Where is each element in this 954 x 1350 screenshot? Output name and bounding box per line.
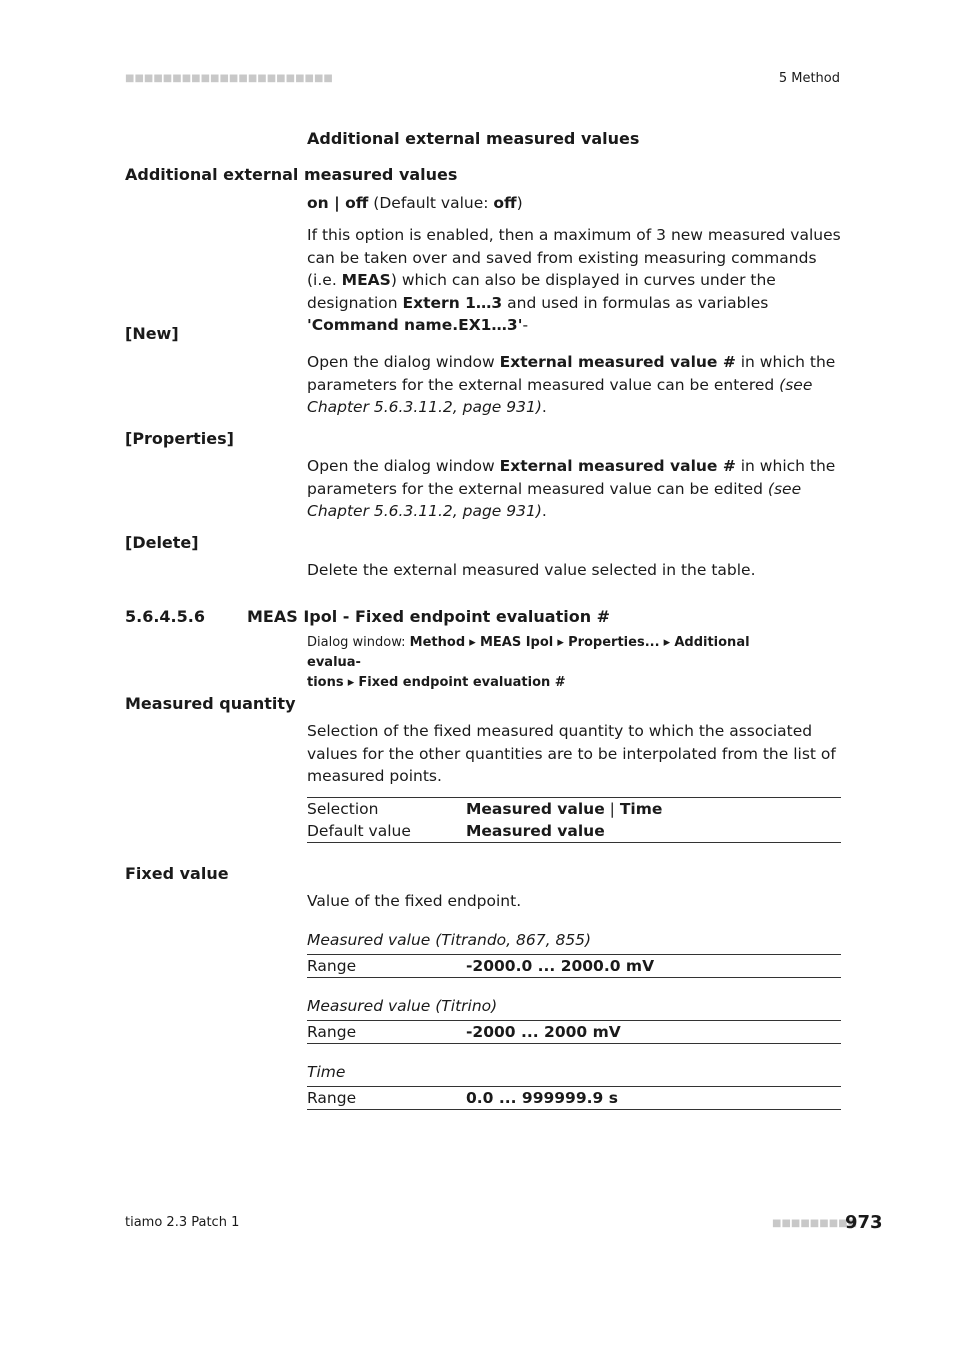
- table-key: Range: [307, 1089, 357, 1107]
- desc-text: in which the parameters for the external measured value can be entered: [307, 353, 836, 394]
- desc-text: Open the dialog window: [307, 353, 500, 371]
- breadcrumb-prefix: Dialog window:: [307, 635, 410, 650]
- selection-option: Time: [619, 800, 663, 818]
- default-prefix: (Default value:: [368, 194, 494, 212]
- measured-quantity-table: [307, 797, 841, 843]
- breadcrumb-arrow-icon: ▸: [557, 635, 564, 650]
- page-number: 973: [845, 1212, 883, 1233]
- range-caption: Time: [307, 1063, 346, 1081]
- param-label-additional: Additional external measured values: [125, 165, 458, 184]
- footer-decoration: ■■■■■■■■■: [772, 1218, 858, 1229]
- desc-text: ) which can also be displayed in curves under the designation: [307, 271, 776, 312]
- chapter-label: 5 Method: [778, 71, 840, 86]
- param-description: [307, 224, 842, 337]
- option-on: on: [307, 194, 329, 212]
- selection-separator: |: [604, 800, 620, 818]
- desc-text: Open the dialog window: [307, 457, 500, 475]
- table-row: [307, 798, 841, 820]
- breadcrumb-arrow-icon: ▸: [469, 635, 476, 650]
- dialog-name: External measured value #: [499, 353, 736, 371]
- breadcrumb-item: Fixed endpoint evaluation #: [358, 675, 566, 690]
- table-row: [307, 1021, 841, 1043]
- table-value: [466, 798, 662, 820]
- header-decoration: ■■■■■■■■■■■■■■■■■■■■■■: [125, 73, 333, 84]
- measured-quantity-description: Selection of the fixed measured quantity to which the associated values for the other quantities are to be interpolated from the list of measured points.: [307, 722, 836, 785]
- table-key: Default value: [307, 822, 411, 840]
- desc-text: .: [541, 502, 547, 520]
- selection-option: Measured value: [466, 800, 605, 818]
- range-caption: Measured value (Titrando, 867, 855): [307, 931, 592, 949]
- fixed-value-description: Value of the fixed endpoint.: [307, 892, 522, 910]
- desc-text: .: [541, 398, 547, 416]
- fixed-value-label: Fixed value: [125, 864, 229, 883]
- table-key: Selection: [307, 800, 379, 818]
- chapter-reference-link[interactable]: (see Chapter 5.6.3.11.2, page 931): [307, 479, 802, 520]
- new-button-description: [307, 351, 842, 419]
- desc-text: in which the parameters for the external measured value can be edited: [307, 457, 836, 498]
- desc-text: If this option is enabled, then a maximum of 3 new measured values can be taken over and saved from existing measuring commands (i.e.: [307, 226, 841, 289]
- range-table: [307, 954, 841, 978]
- table-row: [307, 1087, 841, 1109]
- table-value: Measured value: [466, 822, 605, 840]
- desc-text: -: [522, 316, 529, 334]
- new-button-label: [New]: [125, 324, 179, 343]
- breadcrumb-arrow-icon: ▸: [347, 675, 355, 690]
- breadcrumb-item: tions: [307, 675, 344, 690]
- breadcrumb-item: Method: [409, 635, 466, 650]
- chapter-reference-link[interactable]: (see Chapter 5.6.3.11.2, page 931): [307, 375, 813, 416]
- option-off: off: [345, 194, 369, 212]
- section-heading: MEAS Ipol - Fixed endpoint evaluation #: [247, 607, 611, 626]
- table-key: Range: [307, 957, 357, 975]
- table-row: [307, 955, 841, 977]
- table-value: -2000.0 ... 2000.0 mV: [466, 957, 655, 975]
- table-row: [307, 820, 841, 842]
- section-number: 5.6.4.5.6: [125, 607, 205, 626]
- breadcrumb-arrow-icon: ▸: [663, 635, 671, 650]
- delete-button-label: [Delete]: [125, 533, 199, 552]
- properties-button-label: [Properties]: [125, 429, 234, 448]
- range-table: [307, 1020, 841, 1044]
- desc-variable: 'Command name.EX1…3': [307, 316, 523, 334]
- measured-quantity-label: Measured quantity: [125, 694, 296, 713]
- breadcrumb-item: Properties...: [568, 635, 660, 650]
- default-suffix: ): [516, 194, 523, 212]
- properties-button-description: [307, 455, 842, 523]
- footer-product: tiamo 2.3 Patch 1: [125, 1215, 240, 1230]
- default-value: off: [493, 194, 517, 212]
- range-table: [307, 1086, 841, 1110]
- desc-text: and used in formulas as variables: [502, 293, 769, 312]
- delete-button-description: Delete the external measured value selected in the table.: [307, 561, 756, 579]
- breadcrumb-item: MEAS Ipol: [479, 635, 554, 650]
- breadcrumb: [307, 633, 807, 693]
- table-key: Range: [307, 1023, 357, 1041]
- desc-meas: MEAS: [341, 271, 391, 289]
- breadcrumb-item: Additional evalua-: [307, 635, 750, 670]
- desc-extern: Extern 1…3: [402, 293, 503, 312]
- option-separator: |: [328, 194, 346, 212]
- param-options: [307, 192, 842, 215]
- table-value: 0.0 ... 999999.9 s: [466, 1089, 618, 1107]
- table-value: -2000 ... 2000 mV: [466, 1023, 621, 1041]
- range-caption: Measured value (Titrino): [307, 997, 498, 1015]
- section-title: Additional external measured values: [307, 129, 640, 148]
- dialog-name: External measured value #: [499, 457, 736, 475]
